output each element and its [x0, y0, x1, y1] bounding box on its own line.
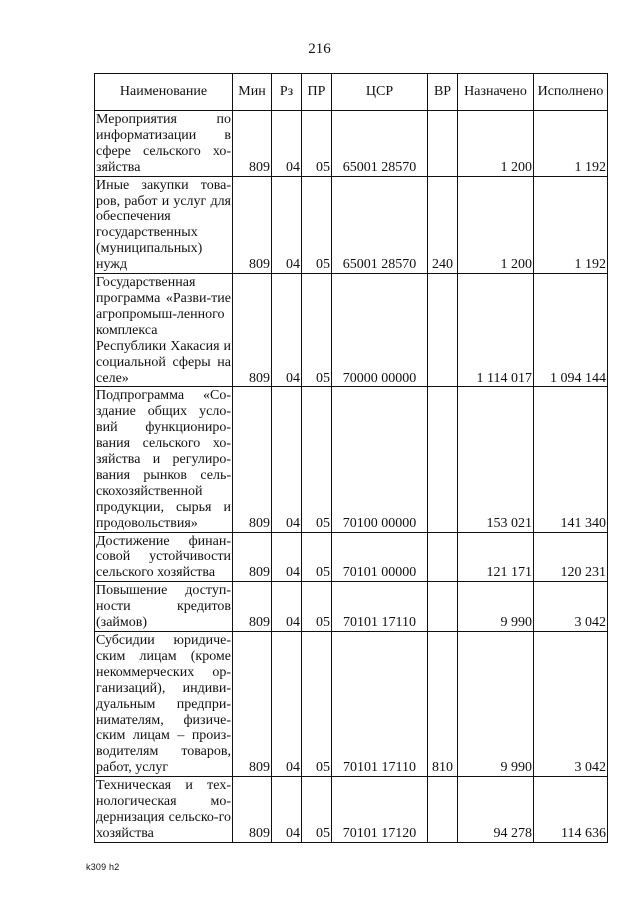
row-vr	[428, 111, 458, 177]
row-assigned: 153 021	[458, 387, 534, 532]
row-min: 809	[233, 111, 272, 177]
header-row	[95, 74, 608, 111]
row-assigned: 1 114 017	[458, 274, 534, 387]
budget-table	[94, 73, 608, 843]
row-executed: 3 042	[534, 582, 608, 632]
table-row	[95, 777, 608, 843]
row-pr: 05	[302, 387, 332, 532]
row-rz: 04	[272, 111, 302, 177]
table-row	[95, 111, 608, 177]
row-executed: 141 340	[534, 387, 608, 532]
row-pr: 05	[302, 176, 332, 273]
document-code: k309 h2	[86, 862, 120, 872]
header-name: Наименование	[95, 74, 233, 111]
row-executed: 1 192	[534, 111, 608, 177]
row-name: Достижение финан-совой устойчивости сельского хозяйства	[96, 533, 231, 581]
row-rz: 04	[272, 582, 302, 632]
row-vr	[428, 274, 458, 387]
row-assigned: 1 200	[458, 176, 534, 273]
row-csr: 70101 17120	[332, 777, 428, 843]
row-rz: 04	[272, 777, 302, 843]
row-rz: 04	[272, 632, 302, 777]
header-min: Мин	[233, 74, 272, 111]
row-min: 809	[233, 176, 272, 273]
row-min: 809	[233, 274, 272, 387]
row-min: 809	[233, 777, 272, 843]
row-min: 809	[233, 582, 272, 632]
header-assigned: Назначено	[458, 74, 534, 111]
row-min: 809	[233, 532, 272, 582]
row-executed: 1 192	[534, 176, 608, 273]
row-executed: 120 231	[534, 532, 608, 582]
row-rz: 04	[272, 532, 302, 582]
row-vr	[428, 532, 458, 582]
row-pr: 05	[302, 582, 332, 632]
header-rz: Рз	[272, 74, 302, 111]
row-pr: 05	[302, 777, 332, 843]
table-row	[95, 532, 608, 582]
row-vr: 810	[428, 632, 458, 777]
row-csr: 70101 00000	[332, 532, 428, 582]
header-vr: ВР	[428, 74, 458, 111]
row-executed: 3 042	[534, 632, 608, 777]
row-vr: 240	[428, 176, 458, 273]
table-header	[95, 74, 608, 111]
row-pr: 05	[302, 111, 332, 177]
row-name: Повышение доступ-ности кредитов (займов)	[96, 583, 231, 631]
row-vr	[428, 777, 458, 843]
row-assigned: 9 990	[458, 632, 534, 777]
table-row	[95, 632, 608, 777]
table-row	[95, 274, 608, 387]
header-pr: ПР	[302, 74, 332, 111]
row-name: Субсидии юридиче-ским лицам (кроме некоммерческих ор-ганизаций), индиви-дуальным предпри-нимателям, физиче-ским лицам – произ-водителям товаров, работ, услуг	[96, 633, 231, 776]
row-csr: 70101 17110	[332, 632, 428, 777]
row-pr: 05	[302, 632, 332, 777]
row-rz: 04	[272, 387, 302, 532]
row-csr: 65001 28570	[332, 176, 428, 273]
row-name: Иные закупки това-ров, работ и услуг для обеспечения государственных (муниципальных) нужд	[96, 177, 231, 273]
row-name: Государственная программа «Разви-тие агропромыш-ленного комплекса Республики Хакасия и социальной сферы на селе»	[96, 275, 231, 386]
row-pr: 05	[302, 532, 332, 582]
row-assigned: 94 278	[458, 777, 534, 843]
row-name: Техническая и тех-нологическая мо-дернизация сельско-го хозяйства	[96, 778, 231, 841]
row-executed: 1 094 144	[534, 274, 608, 387]
row-csr: 70000 00000	[332, 274, 428, 387]
row-min: 809	[233, 387, 272, 532]
table-row	[95, 387, 608, 532]
header-csr: ЦСР	[332, 74, 428, 111]
row-assigned: 9 990	[458, 582, 534, 632]
row-pr: 05	[302, 274, 332, 387]
row-csr: 70101 17110	[332, 582, 428, 632]
row-rz: 04	[272, 274, 302, 387]
table-row	[95, 582, 608, 632]
row-name: Мероприятия по информатизации в сфере сельского хо-зяйства	[96, 112, 231, 175]
row-rz: 04	[272, 176, 302, 273]
row-executed: 114 636	[534, 777, 608, 843]
row-vr	[428, 582, 458, 632]
header-executed: Исполнено	[534, 74, 608, 111]
table-body	[95, 111, 608, 843]
row-csr: 70100 00000	[332, 387, 428, 532]
row-assigned: 1 200	[458, 111, 534, 177]
page-number: 216	[308, 41, 331, 57]
row-min: 809	[233, 632, 272, 777]
row-name: Подпрограмма «Со-здание общих усло-вий функциониро-вания сельского хо-зяйства и регулиро-вания рынков сель-скохозяйственной продукции, сырья и продовольствия»	[96, 388, 231, 531]
table-row	[95, 176, 608, 273]
row-assigned: 121 171	[458, 532, 534, 582]
row-csr: 65001 28570	[332, 111, 428, 177]
row-vr	[428, 387, 458, 532]
